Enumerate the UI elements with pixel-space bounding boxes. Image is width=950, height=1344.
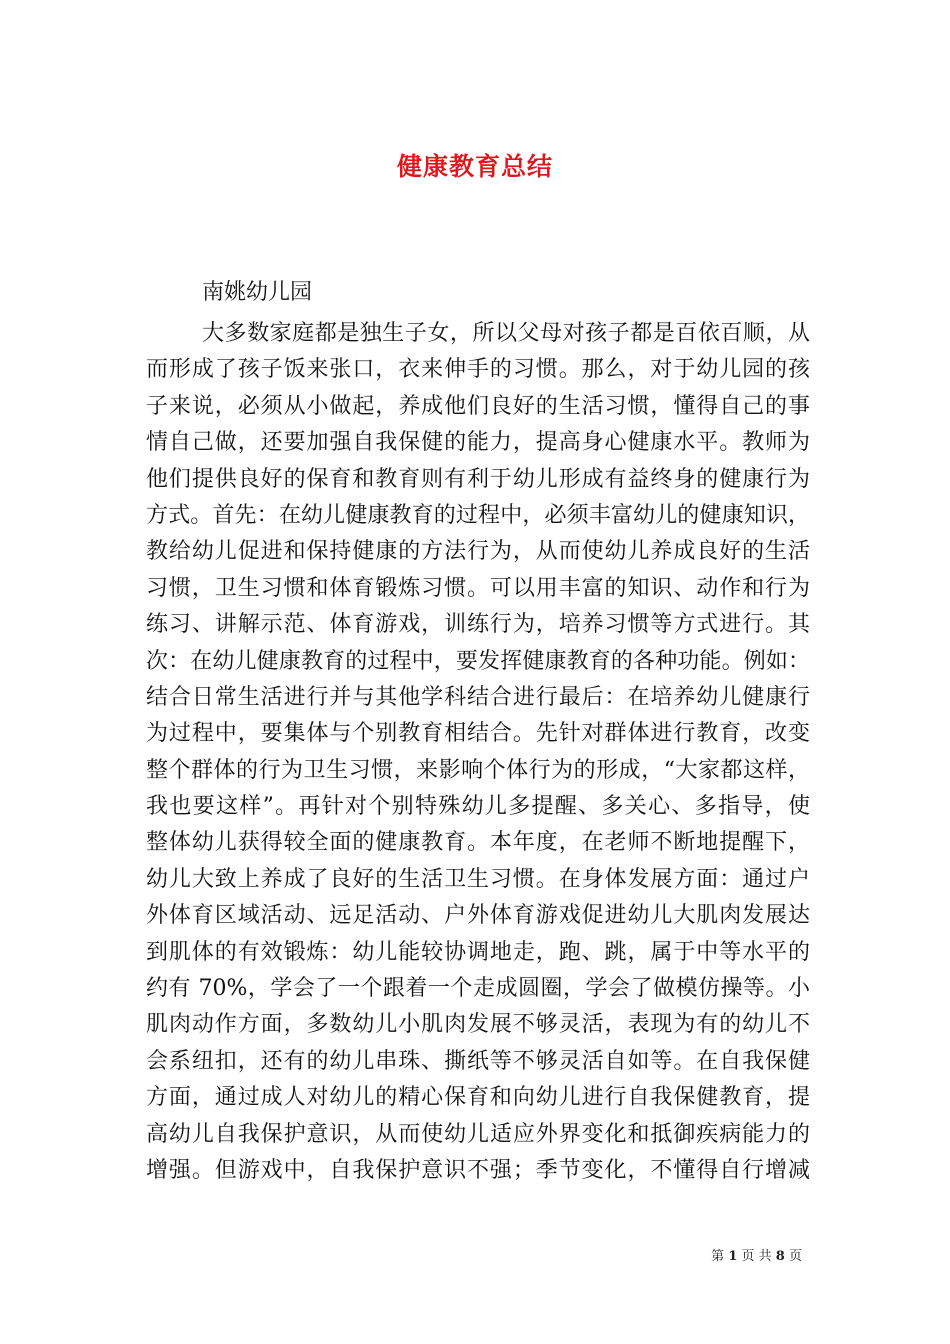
paragraph-line: 练习、讲解示范、体育游戏，训练行为，培养习惯等方式进行。其 bbox=[146, 612, 810, 638]
paragraph-line: 我也要这样”。再针对个别特殊幼儿多提醒、多关心、多指导，使 bbox=[146, 794, 810, 820]
paragraph-line: 方面，通过成人对幼儿的精心保育和向幼儿进行自我保健教育，提 bbox=[146, 1085, 810, 1111]
organization-name: 南姚幼儿园 bbox=[202, 280, 313, 305]
paragraph-line: 而形成了孩子饭来张口，衣来伸手的习惯。那么，对于幼儿园的孩 bbox=[146, 357, 810, 383]
paragraph-line: 情自己做，还要加强自我保健的能力，提高身心健康水平。教师为 bbox=[146, 430, 810, 456]
paragraph-line: 幼儿大致上养成了良好的生活卫生习惯。在身体发展方面：通过户 bbox=[146, 866, 810, 892]
paragraph-line: 整体幼儿获得较全面的健康教育。本年度，在老师不断地提醒下， bbox=[146, 830, 810, 856]
footer-prefix: 第 bbox=[711, 1249, 725, 1264]
paragraph-line: 他们提供良好的保育和教育则有利于幼儿形成有益终身的健康行为 bbox=[146, 466, 810, 492]
paragraph-line: 次：在幼儿健康教育的过程中，要发挥健康教育的各种功能。例如： bbox=[146, 648, 810, 674]
paragraph-line: 子来说，必须从小做起，养成他们良好的生活习惯，懂得自己的事 bbox=[146, 393, 810, 419]
current-page-number: 1 bbox=[728, 1249, 738, 1264]
footer-middle: 页 共 bbox=[741, 1249, 772, 1264]
paragraph-line: 高幼儿自我保护意识，从而使幼儿适应外界变化和抵御疾病能力的 bbox=[146, 1121, 810, 1147]
paragraph-line: 结合日常生活进行并与其他学科结合进行最后：在培养幼儿健康行 bbox=[146, 684, 810, 710]
paragraph-line: 方式。首先：在幼儿健康教育的过程中，必须丰富幼儿的健康知识， bbox=[146, 502, 810, 528]
paragraph-line: 整个群体的行为卫生习惯，来影响个体行为的形成，“大家都这样， bbox=[146, 757, 810, 783]
paragraph-line: 会系纽扣，还有的幼儿串珠、撕纸等不够灵活自如等。在自我保健 bbox=[146, 1048, 810, 1074]
paragraph-line: 为过程中，要集体与个别教育相结合。先针对群体进行教育，改变 bbox=[146, 721, 810, 747]
page-footer bbox=[711, 1248, 802, 1266]
paragraph-line: 习惯，卫生习惯和体育锻炼习惯。可以用丰富的知识、动作和行为 bbox=[146, 575, 810, 601]
footer-suffix: 页 bbox=[788, 1249, 802, 1264]
paragraph-line: 教给幼儿促进和保持健康的方法行为，从而使幼儿养成良好的生活 bbox=[146, 539, 810, 565]
total-page-number: 8 bbox=[775, 1249, 785, 1264]
document-title: 健康教育总结 bbox=[396, 151, 553, 181]
paragraph-line: 到肌体的有效锻炼：幼儿能较协调地走，跑、跳，属于中等水平的 bbox=[146, 939, 810, 965]
paragraph-line: 约有 70%，学会了一个跟着一个走成圆圈，学会了做模仿操等。小 bbox=[146, 976, 810, 1002]
paragraph-line: 肌肉动作方面，多数幼儿小肌肉发展不够灵活，表现为有的幼儿不 bbox=[146, 1012, 810, 1038]
body-paragraph bbox=[146, 316, 810, 1189]
paragraph-line: 增强。但游戏中，自我保护意识不强；季节变化，不懂得自行增减 bbox=[146, 1157, 810, 1183]
paragraph-line: 外体育区域活动、远足活动、户外体育游戏促进幼儿大肌肉发展达 bbox=[146, 903, 810, 929]
paragraph-line: 大多数家庭都是独生子女，所以父母对孩子都是百依百顺，从 bbox=[202, 321, 810, 346]
